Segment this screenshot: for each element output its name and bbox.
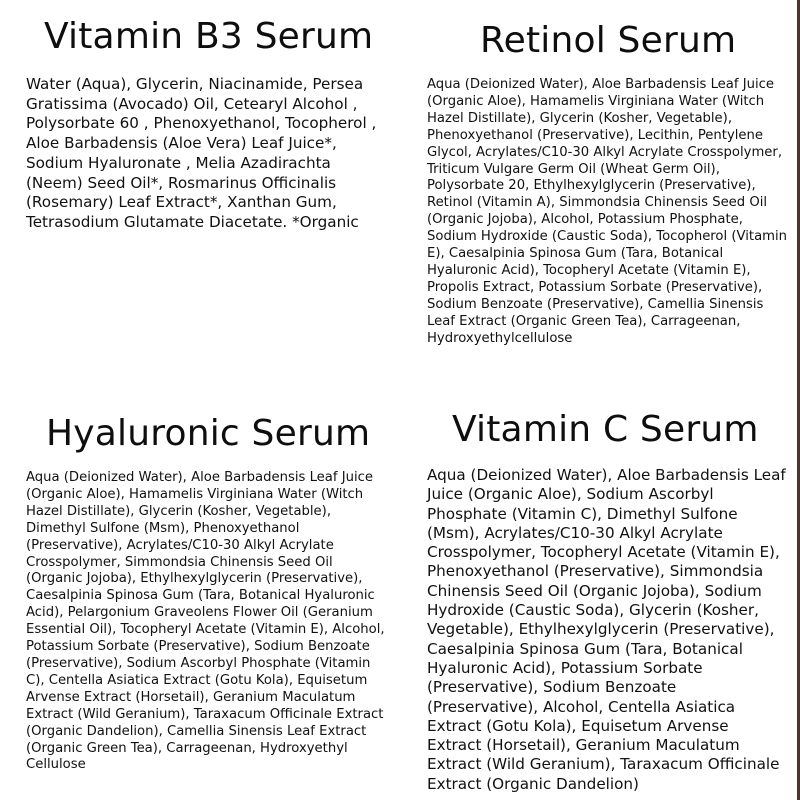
ingredients-vitamin-c-serum: Aqua (Deionized Water), Aloe Barbadensis Leaf Juice (Organic Aloe), Sodium Ascorbyl Phosphate (Vitamin C), Dimethyl Sulfone (Msm), Acrylates/C10-30 Alkyl Acrylate Crosspolymer, Tocopheryl Acetate (Vitamin E), Phenoxyethanol (Preservative), Simmondsia Chinensis Seed Oil (Organic Jojoba), Sodium Hydroxide (Caustic Soda), Glycerin (Kosher, Vegetable), Ethylhexylglycerin (Preservative), Caesalpinia Spinosa Gum (Tara, Botanical Hyaluronic Acid), Potassium Sorbate (Preservative), Sodium Benzoate (Preservative), Alcohol, Centella Asiatica Extract (Gotu Kola), Equisetum Arvense Extract (Horsetail), Geranium Maculatum Extract (Wild Geranium), Taraxacum Officinale Extract (Organic Dandelion) — [427, 466, 786, 793]
ingredients-retinol-serum: Aqua (Deionized Water), Aloe Barbadensis Leaf Juice (Organic Aloe), Hamamelis Virginiana Water (Witch Hazel Distillate), Glycerin (Kosher, Vegetable), Phenoxyethanol (Preservative), Lecithin, Pentylene Glycol, Acrylates/C10-30 Alkyl Acrylate Crosspolymer, Triticum Vulgare Germ Oil (Wheat Germ Oil), Polysorbate 20, Ethylhexylglycerin (Preservative), Retinol (Vitamin A), Simmondsia Chinensis Seed Oil (Organic Jojoba), Alcohol, Potassium Phosphate, Sodium Hydroxide (Caustic Soda), Tocopherol (Vitamin E), Caesalpinia Spinosa Gum (Tara, Botanical Hyaluronic Acid), Tocopheryl Acetate (Vitamin E), Propolis Extract, Potassium Sorbate (Preservative), Sodium Benzoate (Preservative), Camellia Sinensis Leaf Extract (Organic Green Tea), Carrageenan, Hydroxyethylcellulose — [427, 77, 788, 346]
title-vitamin-b3-serum: Vitamin B3 Serum — [44, 16, 374, 57]
panel-retinol-serum — [400, 0, 800, 400]
title-retinol-serum: Retinol Serum — [480, 20, 737, 61]
ingredients-hyaluronic-serum: Aqua (Deionized Water), Aloe Barbadensis Leaf Juice (Organic Aloe), Hamamelis Virginiana Water (Witch Hazel Distillate), Glycerin (Kosher, Vegetable), Dimethyl Sulfone (Msm), Phenoxyethanol (Preservative), Acrylates/C10-30 Alkyl Acrylate Crosspolymer, Simmondsia Chinensis Seed Oil (Organic Jojoba), Ethylhexylglycerin (Preservative), Caesalpinia Spinosa Gum (Tara, Botanical Hyaluronic Acid), Pelargonium Graveolens Flower Oil (Geranium Essential Oil), Tocopheryl Acetate (Vitamin E), Alcohol, Potassium Sorbate (Preservative), Sodium Benzoate (Preservative), Sodium Ascorbyl Phosphate (Vitamin C), Centella Asiatica Extract (Gotu Kola), Equisetum Arvense Extract (Horsetail), Geranium Maculatum Extract (Wild Geranium), Taraxacum Officinale Extract (Organic Dandelion), Camellia Sinensis Leaf Extract (Organic Green Tea), Carrageenan, Hydroxyethyl Cellulose — [26, 470, 385, 773]
ingredients-vitamin-b3-serum: Water (Aqua), Glycerin, Niacinamide, Persea Gratissima (Avocado) Oil, Cetearyl Alcohol , Polysorbate 60 , Phenoxyethanol, Tocopherol , Aloe Barbadensis (Aloe Vera) Leaf Juice*, Sodium Hyaluronate , Melia Azadirachta (Neem) Seed Oil*, Rosmarinus Officinalis (Rosemary) Leaf Extract*, Xanthan Gum, Tetrasodium Glutamate Diacetate. *Organic — [26, 75, 377, 231]
panel-vitamin-c-serum — [400, 400, 800, 800]
title-vitamin-c-serum: Vitamin C Serum — [452, 409, 759, 450]
panel-vitamin-b3-serum — [0, 0, 400, 400]
title-hyaluronic-serum: Hyaluronic Serum — [46, 413, 371, 454]
panel-hyaluronic-serum — [0, 400, 400, 800]
